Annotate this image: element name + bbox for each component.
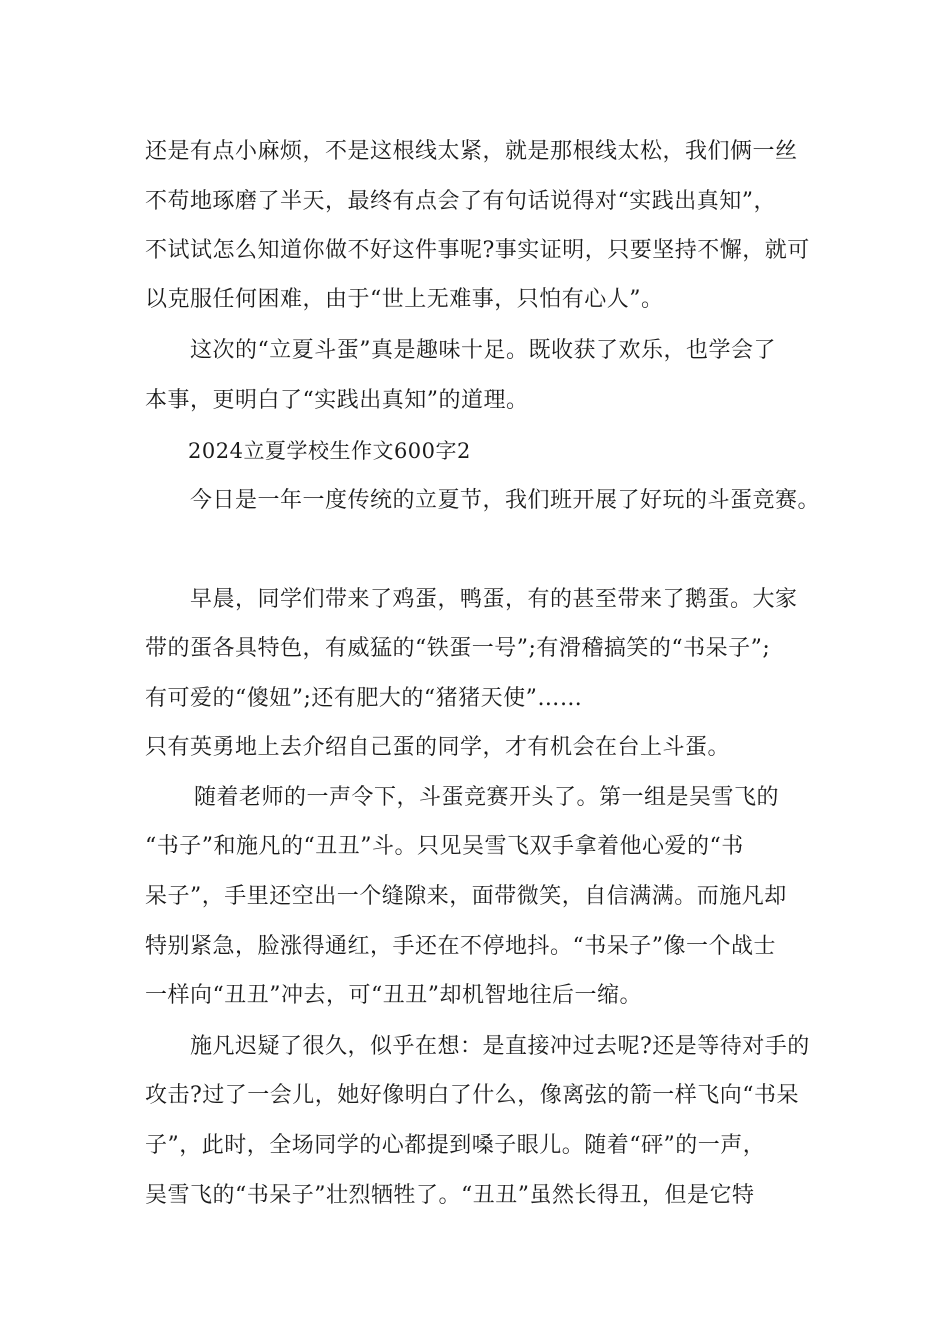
text-line: 攻击?过了一会儿，她好像明白了什么，像离弦的箭一样飞向“书呆	[145, 1083, 800, 1108]
text-line: 吴雪飞的“书呆子”壮烈牺牲了。“丑丑”虽然长得丑，但是它特	[145, 1183, 755, 1208]
text-line: 有可爱的“傻妞”;还有肥大的“猪猪天使”……	[145, 686, 583, 711]
text-line: “书子”和施凡的“丑丑”斗。只见吴雪飞双手拿着他心爱的“书	[145, 834, 744, 859]
text-line: 呆子”，手里还空出一个缝隙来，面带微笑，自信满满。而施凡却	[145, 884, 787, 909]
text-line: 特别紧急，脸涨得通红，手还在不停地抖。“书呆子”像一个战士	[145, 934, 776, 959]
text-line: 早晨，同学们带来了鸡蛋，鸭蛋，有的甚至带来了鹅蛋。大家	[190, 587, 798, 612]
text-line: 一样向“丑丑”冲去，可“丑丑”却机智地往后一缩。	[145, 983, 642, 1008]
text-line: 还是有点小麻烦，不是这根线太紧，就是那根线太松，我们俩一丝	[145, 139, 798, 164]
text-line: 带的蛋各具特色，有威猛的“铁蛋一号”;有滑稽搞笑的“书呆子”;	[145, 636, 771, 661]
text-line: 随着老师的一声令下，斗蛋竞赛开头了。第一组是吴雪飞的	[194, 785, 780, 810]
text-line: 子”，此时，全场同学的心都提到嗓子眼儿。随着“砰”的一声，	[145, 1133, 766, 1158]
text-line: 不苟地琢磨了半天，最终有点会了有句话说得对“实践出真知”，	[145, 189, 776, 214]
text-line: 施凡迟疑了很久，似乎在想：是直接冲过去呢?还是等待对手的	[190, 1034, 810, 1059]
text-line: 本事，更明白了“实践出真知”的道理。	[145, 388, 529, 413]
text-line: 不试试怎么知道你做不好这件事呢?事实证明，只要坚持不懈，就可	[145, 238, 810, 263]
text-line: 今日是一年一度传统的立夏节，我们班开展了好玩的斗蛋竞赛。	[190, 488, 821, 513]
text-line: 以克服任何困难，由于“世上无难事，只怕有心人”。	[145, 287, 664, 312]
text-line: 这次的“立夏斗蛋”真是趣味十足。既收获了欢乐，也学会了	[190, 338, 776, 363]
text-line: 只有英勇地上去介绍自己蛋的同学，才有机会在台上斗蛋。	[145, 735, 731, 760]
section-heading: 2024立夏学校生作文600字2	[188, 439, 471, 463]
